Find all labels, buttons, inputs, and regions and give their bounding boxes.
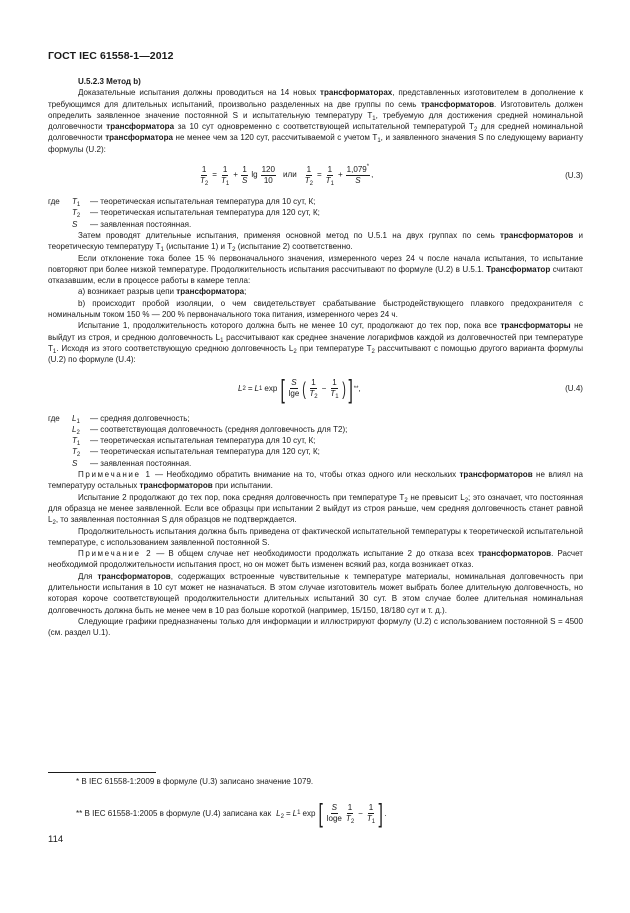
variable-symbol xyxy=(72,413,90,424)
symbol: L xyxy=(72,413,77,423)
text-run: a) возникает разрыв цепи xyxy=(78,287,177,297)
text-run: Испытание 1, продолжительность которого должна быть не менее 10 сут, продолжают до тех пор, пока все xyxy=(78,321,501,331)
where-label xyxy=(48,446,72,457)
bold-term: трансформаторов xyxy=(500,230,574,240)
variable-symbol xyxy=(72,458,90,469)
paragraph-9 xyxy=(48,571,583,616)
equation-number: (U.4) xyxy=(565,383,583,393)
denominator: 10 xyxy=(263,175,273,185)
numerator: S xyxy=(291,378,297,388)
symbol: L xyxy=(72,424,77,434)
paragraph-10: Следующие графики предназначены только для информации и иллюстрируют формулу (U.2) с использованием постоянной S = 4500 (см. раздел U.1). xyxy=(48,616,583,638)
subscript: 2 xyxy=(371,348,375,355)
bold-term: Трансформатор xyxy=(486,264,551,274)
symbol: T xyxy=(72,208,77,218)
symbol: T xyxy=(330,389,336,399)
variable-symbol xyxy=(72,435,90,446)
variable-symbol xyxy=(72,424,90,435)
subscript: 1 xyxy=(377,138,381,145)
definition-text: — заявленная постоянная. xyxy=(90,458,192,468)
denominator: lge xyxy=(288,389,300,399)
subscript: 2 xyxy=(204,180,209,187)
footnote-mark: * xyxy=(366,163,370,170)
fraction xyxy=(329,378,339,399)
symbol: T xyxy=(220,175,226,185)
where-label: где xyxy=(48,197,60,207)
document-header: ГОСТ IEC 61558-1—2012 xyxy=(48,50,174,62)
definition-row xyxy=(48,435,583,446)
text-run: считают отказавшим, если в процессе работы в камере тепла: xyxy=(48,264,583,286)
text-run: Если отклонение тока более 15 % первоначального значения, измеренного через 24 ч после начала испытания, то испытание повторяют при более низкой температуре. Продолжительность испытания рассчитывают по формуле (U.2) в U.5.1. xyxy=(48,253,583,274)
text-run: , представленных изготовителем в дополнение к требующимся для длительных испытаний, произвольно разделенных на две группы по семь xyxy=(48,88,583,109)
constant: 1,079 xyxy=(346,164,367,174)
definition-row xyxy=(48,207,583,218)
text-run: не превысит L xyxy=(407,492,465,502)
text-run: Для xyxy=(78,571,98,581)
denominator xyxy=(354,176,361,186)
numerator: 1 xyxy=(368,802,374,812)
symbol: T xyxy=(72,197,77,207)
subscript: 1 xyxy=(76,441,81,448)
where-label xyxy=(48,219,72,230)
definition-text: — заявленная постоянная. xyxy=(90,219,192,229)
paragraph-6 xyxy=(48,320,583,365)
subscript: 1 xyxy=(52,348,57,355)
fraction xyxy=(326,803,343,824)
left-bracket: [ xyxy=(280,373,286,404)
operator: − xyxy=(321,383,327,393)
definition-row xyxy=(48,219,583,230)
fraction xyxy=(345,803,355,824)
conjunction: или xyxy=(283,170,297,180)
punctuation: . xyxy=(384,808,387,818)
fraction xyxy=(308,378,318,399)
symbol: T xyxy=(345,813,351,823)
numerator: 1 xyxy=(332,378,337,388)
subscript: 2 xyxy=(464,497,469,504)
symbol: L xyxy=(238,383,243,393)
definition-text: — теоретическая испытательная температура для 10 сут, К; xyxy=(90,197,316,207)
right-paren: ) xyxy=(341,378,346,399)
text-run: рассчитывают с помощью другого варианта формулы (U.2) по формуле (U.4): xyxy=(48,343,583,365)
denominator xyxy=(366,814,376,824)
text-run: . Исходя из этого соответствующую среднюю долговечность L xyxy=(56,343,294,353)
variable-symbol xyxy=(72,196,90,207)
section-title: U.5.2.3 Метод b) xyxy=(78,77,141,86)
variable-symbol xyxy=(72,219,90,230)
fraction xyxy=(304,165,314,186)
definition-text: — теоретическая испытательная температура для 120 сут, К; xyxy=(90,447,320,457)
note-label: Примечание 2 xyxy=(78,549,153,559)
subscript: 1 xyxy=(372,115,376,122)
text-run: не менее чем за 120 сут, рассчитываемой с учетом T xyxy=(172,133,378,143)
variable-definitions-1 xyxy=(48,196,583,230)
subscript: 2 xyxy=(232,247,236,254)
subscript: 1 xyxy=(220,337,224,344)
text-run: , требуемую для достижения средней номинальной долговечности xyxy=(48,110,583,132)
page-number: 114 xyxy=(48,834,64,845)
subscript: 2 xyxy=(309,180,313,187)
symbol: T xyxy=(366,813,372,823)
left-paren: ( xyxy=(302,378,307,399)
symbol: T xyxy=(309,389,315,399)
text-run: для средней номинальной долговечности xyxy=(48,122,583,143)
symbol: S xyxy=(72,458,78,468)
fraction xyxy=(288,378,301,399)
definition-text: — соответствующая долговечность (средняя долговечность для T2); xyxy=(90,424,348,434)
punctuation: , xyxy=(358,383,361,393)
symbol: T xyxy=(304,175,310,185)
fraction xyxy=(241,165,248,186)
numerator: 1 xyxy=(347,802,353,812)
definition-row xyxy=(48,196,583,207)
bold-term: трансформатора xyxy=(176,287,245,297)
denominator xyxy=(345,814,355,824)
subscript: 1 xyxy=(76,418,80,425)
denominator: loge xyxy=(326,813,342,823)
right-bracket: ] xyxy=(348,373,353,404)
subscript: 2 xyxy=(293,348,297,355)
variable-definitions-2 xyxy=(48,413,583,469)
operator: + xyxy=(233,170,238,180)
denominator xyxy=(241,176,248,186)
text-run: при испытании. xyxy=(212,481,273,491)
symbol: T xyxy=(72,436,77,446)
operator: + xyxy=(337,170,343,180)
bold-term: трансформаторов xyxy=(139,481,213,491)
where-label xyxy=(48,435,72,446)
subscript: 2 xyxy=(76,429,80,436)
fraction xyxy=(346,165,370,186)
subscript: 1 xyxy=(335,394,339,401)
subscript: 1 xyxy=(76,202,81,209)
fraction xyxy=(325,165,335,186)
text-run: — Необходимо обратить внимание на то, чтобы отказ одного или нескольких xyxy=(151,470,460,480)
function-name: exp xyxy=(264,383,278,393)
footnote-formula xyxy=(276,809,284,818)
bold-term: трансформаторов xyxy=(420,99,495,109)
text-run: (испытание 1) и T xyxy=(163,242,233,252)
bold-term: трансформатора xyxy=(106,122,175,132)
text-run: при температуре T xyxy=(296,343,372,353)
numerator: 1 xyxy=(311,378,316,388)
text-run: не влиял на температуру остальных xyxy=(48,470,583,491)
left-bracket: [ xyxy=(318,798,324,828)
note-2 xyxy=(48,548,583,571)
text-run: за 10 сут одновременно с соответствующей испытательной температурой T xyxy=(174,122,474,132)
denominator xyxy=(199,176,209,186)
bold-term: трансформаторов xyxy=(459,470,533,480)
denominator xyxy=(304,176,314,186)
note-1 xyxy=(48,469,583,492)
text-run: рассчитывают как среднее значение логарифмов каждой из долговечностей при температуре T xyxy=(48,332,584,353)
definition-text: — теоретическая испытательная температура для 10 сут, К; xyxy=(90,436,316,446)
definition-row xyxy=(48,458,583,469)
fraction xyxy=(220,165,230,186)
where-label xyxy=(48,207,72,218)
numerator: 1 xyxy=(306,164,312,174)
bold-term: трансформатора xyxy=(105,133,173,143)
paragraph-7 xyxy=(48,492,583,526)
operator: = xyxy=(212,170,217,180)
subscript: 1 xyxy=(330,180,334,187)
text-run: ; это означает, что постоянная для образца не менее заявленной. Если все образцы при испытании 2 выйдут из строя раньше, чем средняя долговечность станет равной L xyxy=(48,492,583,525)
text-run: Доказательные испытания должны проводиться на 14 новых xyxy=(78,88,321,98)
denominator xyxy=(220,176,230,186)
footnote-divider xyxy=(48,772,156,773)
text-run: , и заявленного значения S по следующему варианту формулы (U.2): xyxy=(48,133,583,154)
where-label: где xyxy=(48,413,60,423)
bold-term: трансформаторов xyxy=(97,571,171,581)
subscript: 2 xyxy=(350,818,355,825)
footnote-1: * В IEC 61558-1:2009 в формуле (U.3) записано значение 1079. xyxy=(76,777,314,786)
definition-text: — теоретическая испытательная температура для 120 сут, К; xyxy=(90,208,320,218)
paragraph-1 xyxy=(48,87,583,155)
numerator: 1 xyxy=(201,164,207,174)
list-item-a xyxy=(48,286,583,297)
symbol: L xyxy=(254,383,260,393)
fraction xyxy=(366,803,376,824)
symbol: S xyxy=(241,175,248,185)
operator: = xyxy=(247,383,253,393)
punctuation: , xyxy=(371,170,374,180)
subscript: 2 xyxy=(404,497,408,504)
subscript: 2 xyxy=(314,394,318,401)
paragraph-8: Продолжительность испытания должна быть приведена от фактической испытательной температуры к теоретической испытательной температуре, с использованием заявленной постоянной S. xyxy=(48,526,583,547)
subscript: 2 xyxy=(52,520,56,527)
symbol: T xyxy=(200,175,205,185)
symbol: L xyxy=(292,808,298,818)
denominator xyxy=(308,389,318,399)
definition-row xyxy=(48,413,583,424)
text-run: (испытание 2) соответственно. xyxy=(235,242,353,252)
footnote-text: ** В IEC 61558-1:2005 в формуле (U.4) записана как xyxy=(76,808,272,818)
numerator: S xyxy=(331,802,337,812)
definition-row xyxy=(48,424,583,435)
bold-term: трансформаторы xyxy=(500,321,571,331)
numerator: 120 xyxy=(261,164,276,174)
function-name: exp xyxy=(302,808,316,818)
formula-u3 xyxy=(48,158,583,192)
numerator xyxy=(346,165,370,176)
fraction xyxy=(199,165,209,186)
definition-row xyxy=(48,446,583,457)
function-name: lg xyxy=(251,170,258,180)
symbol: T xyxy=(72,447,77,457)
symbol: L xyxy=(276,808,281,818)
bold-term: трансформаторов xyxy=(477,549,552,559)
text-run: , то заявленная постоянная S для образцов не подтверждается. xyxy=(55,515,297,525)
text-run: . Расчет необходимой продолжительности испытания прост, но он может быть изменен всякий раз, когда возникает отказ. xyxy=(48,549,583,570)
text-run: Затем проводят длительные испытания, применяя основной метод по U.5.1 на двух группах по семь xyxy=(78,230,501,240)
text-run: не выйдут из строя, и среднюю долговечность L xyxy=(48,321,583,342)
subscript: 2 xyxy=(76,213,81,220)
numerator: 1 xyxy=(327,164,333,174)
paragraph-2 xyxy=(48,230,583,253)
numerator: 1 xyxy=(242,164,247,174)
definition-text: — средняя долговечность; xyxy=(90,413,190,423)
subscript: 2 xyxy=(76,452,81,459)
right-bracket: ] xyxy=(378,798,383,828)
subscript: 2 xyxy=(280,813,284,820)
bold-term: трансформаторах xyxy=(320,88,393,98)
paragraph-3 xyxy=(48,253,583,287)
variable-symbol xyxy=(72,446,90,457)
operator: = xyxy=(316,170,322,180)
subscript: 1 xyxy=(160,247,164,254)
denominator xyxy=(325,176,335,186)
subscript: 2 xyxy=(473,127,478,134)
equation-number: (U.3) xyxy=(565,171,583,181)
text-run: , содержащих встроенные чувствительные к температуре материалы, номинальная долговечность при длительности испытания в 10 сут может не назначаться. В этом случае изготовитель может выбрать более длительную долговечность, но которая короче соответствующей продолжительности длительных испытаний 30 сут. В этом случае более длительная номинальная долговечность должна быть не менее чем в 10 раз больше короткой (например, 15/150, 18/180 сут и т. д.). xyxy=(48,571,583,615)
symbol: S xyxy=(355,175,361,185)
symbol: S xyxy=(72,219,78,229)
where-label xyxy=(48,458,72,469)
text-run: и теоретическую температуру T xyxy=(48,230,584,252)
text-run: ; xyxy=(244,287,247,297)
subscript: 1 xyxy=(225,180,230,187)
formula-u4: L 2 = L 1 exp [ $\frac{S}{\lg e}$ ( $\frac{1}{T_2}$ − $\frac{1}{T_1}$ ) ] ** , (U.4) xyxy=(238,373,583,404)
text-run: — В общем случае нет необходимости продолжать испытание 2 до отказа всех xyxy=(152,549,478,559)
text-run: . Изготовитель должен определить заявленное значение постоянной S и испытательную температуру T xyxy=(48,99,583,120)
operator: − xyxy=(358,808,363,818)
variable-symbol xyxy=(72,207,90,218)
footnote-2: ** В IEC 61558-1:2005 в формуле (U.4) записана как $L_2$ = L 1 exp [ $\frac{S}{\log e}$ $\frac{1}{T_2}$ − $\frac{1}{T_1}$ ] . xyxy=(76,798,387,828)
text-run: Испытание 2 продолжают до тех пор, пока средняя долговечность при температуре T xyxy=(78,492,405,502)
note-label: Примечание 1 xyxy=(78,470,152,480)
where-label xyxy=(48,424,72,435)
list-item-b: b) происходит пробой изоляции, о чем свидетельствует срабатывание быстродействующего плавкого предохранителя с номинальным током 150 % — 200 % первоначального тока питания, измеренного через 24 ч. xyxy=(48,298,583,320)
symbol: T xyxy=(325,175,331,185)
subscript: 1 xyxy=(371,818,376,825)
numerator: 1 xyxy=(222,164,228,174)
fraction xyxy=(261,165,276,186)
operator: = xyxy=(285,808,291,818)
document-body xyxy=(48,76,583,638)
denominator xyxy=(329,389,339,399)
